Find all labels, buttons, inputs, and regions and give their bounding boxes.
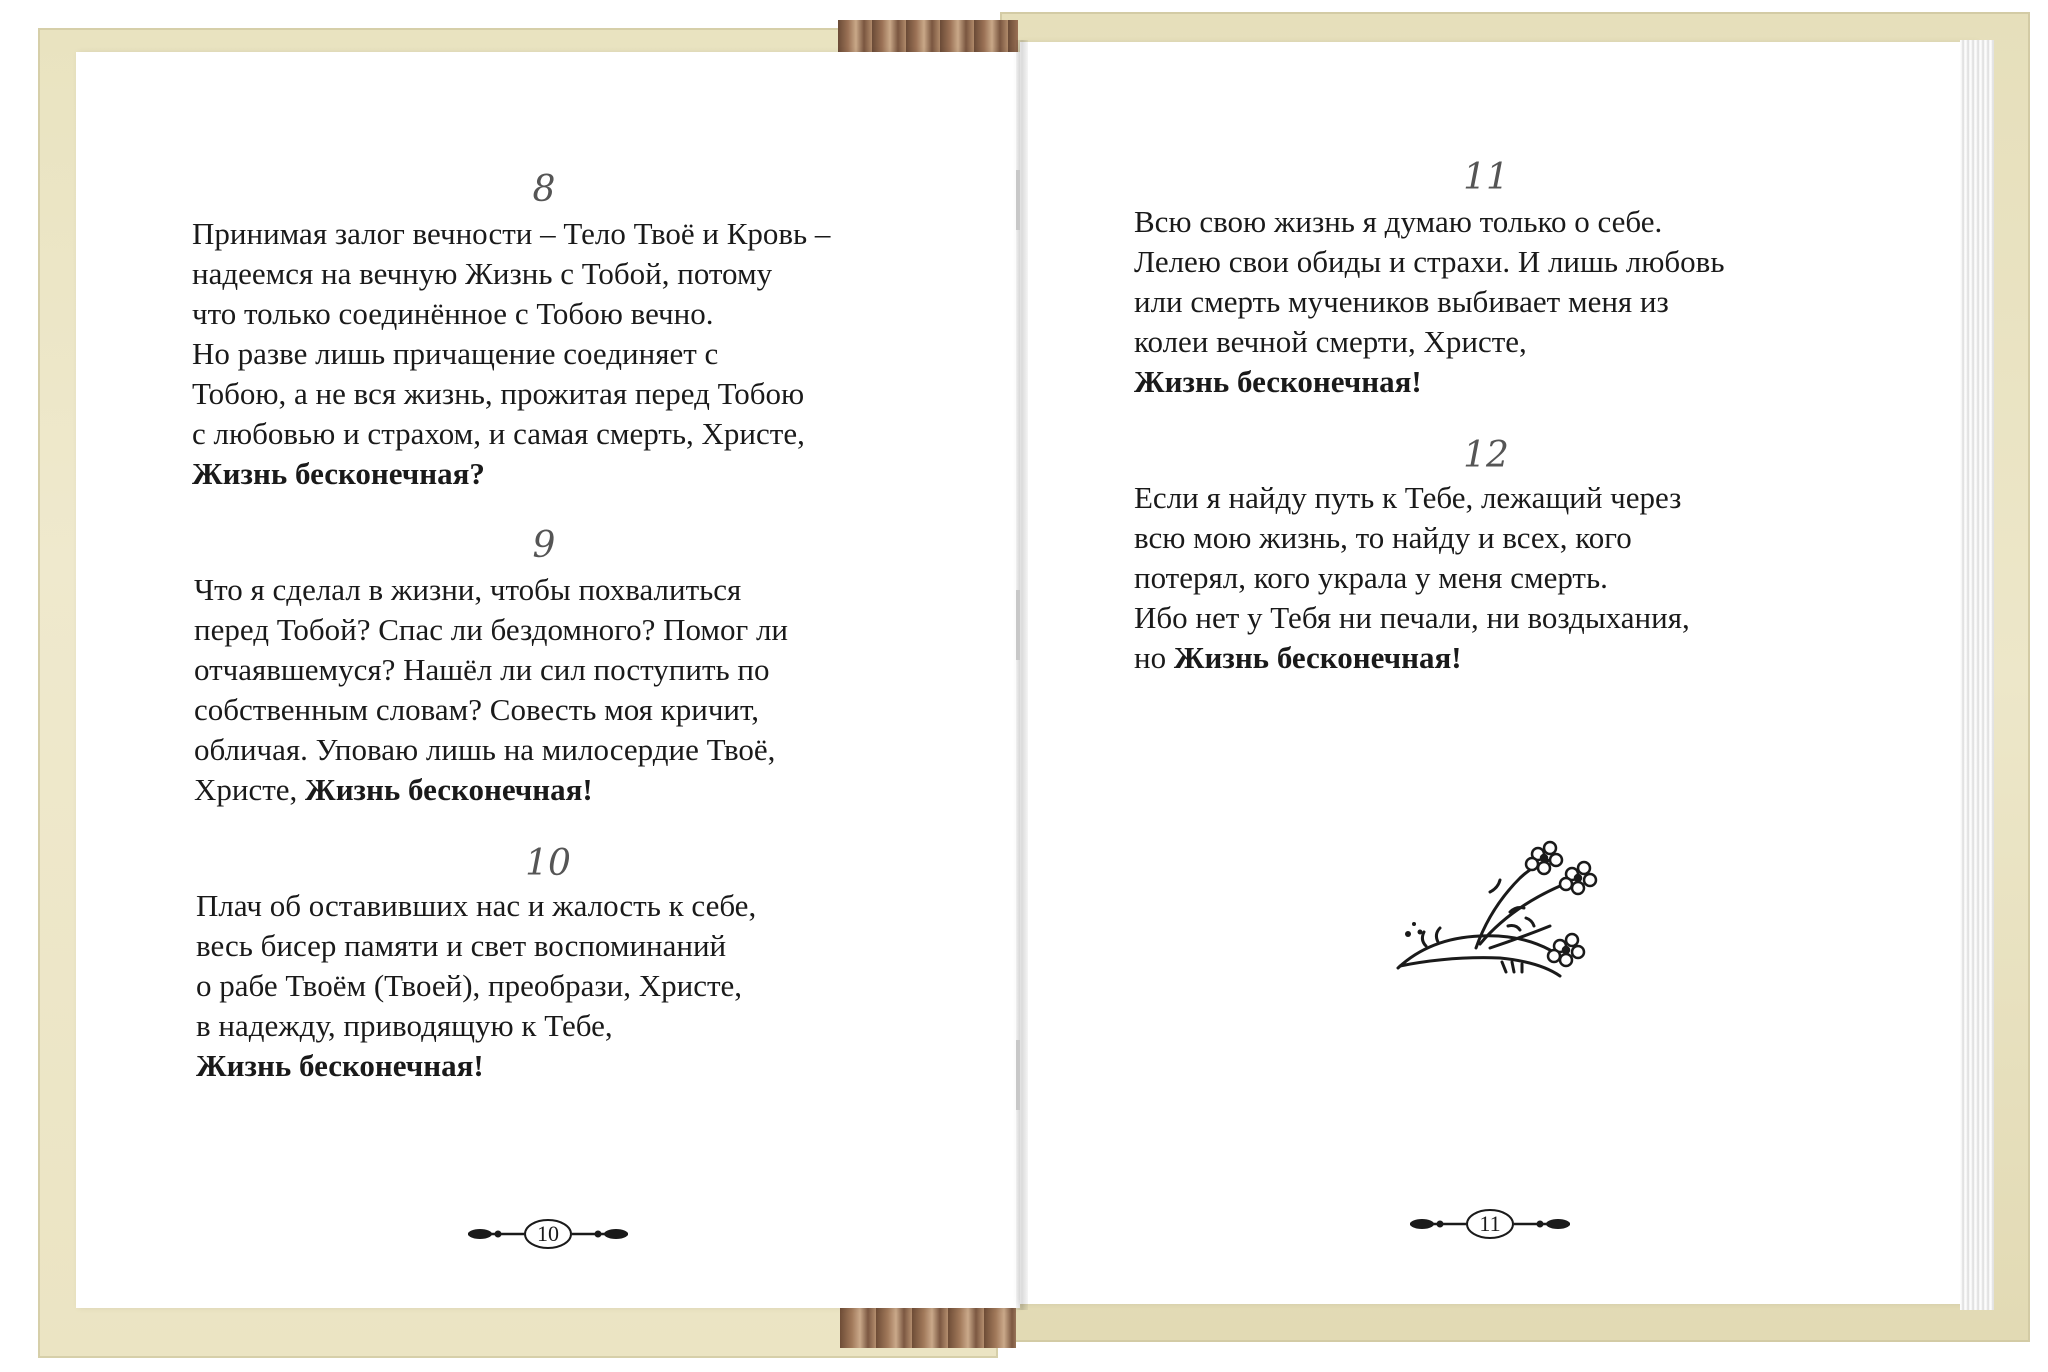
refrain-line [196,1046,756,1086]
verse-line: Если я найду путь к Тебе, лежащий через [1134,480,1682,515]
verse-line: с любовью и страхом, и самая смерть, Христе, [192,416,805,451]
page-edges [1960,40,1994,1310]
refrain-line [1134,362,1724,402]
refrain-prefix: но [1134,640,1174,675]
verse-11-text [1134,202,1724,402]
verse-line: Но разве лишь причащение соединяет с [192,336,719,371]
page-footer-left [448,1216,648,1252]
verse-line: колеи вечной смерти, Христе, [1134,324,1527,359]
verse-line: Всю свою жизнь я думаю только о себе. [1134,204,1663,239]
verse-number-12: 12 [1463,435,1509,476]
refrain: Жизнь бесконечная! [196,1048,484,1083]
verse-line: Лелею свои обиды и страхи. И лишь любовь [1134,244,1725,279]
verse-12-text [1134,478,1690,678]
page-footer-right [1390,1206,1590,1242]
verse-line: собственным словам? Совесть моя кричит, [194,692,759,727]
verse-line: Плач об оставивших нас и жалость к себе, [196,888,757,923]
verse-number-8: 8 [532,169,556,210]
verse-line: надеемся на вечную Жизнь с Тобой, потому [192,256,773,291]
verse-9-text [194,570,788,810]
flower-sprig-illustration-icon [1390,838,1610,998]
verse-line: перед Тобой? Спас ли бездомного? Помог ли [194,612,789,647]
verse-number-10: 10 [525,843,571,884]
verse-line: обличая. Уповаю лишь на милосердие Твоё, [194,732,776,767]
verse-number-11: 11 [1463,157,1509,198]
verse-10-text [196,886,756,1086]
refrain-prefix: Христе, [194,772,306,807]
verse-number-9: 9 [532,525,556,566]
book-gutter [1016,40,1028,1310]
page-number: 10 [537,1221,559,1246]
verse-line: потерял, кого украла у меня смерть. [1134,560,1608,595]
refrain-line [192,454,830,494]
refrain-line [1134,638,1690,678]
verse-line: что только соединённое с Тобою вечно. [192,296,714,331]
refrain: Жизнь бесконечная! [1134,364,1422,399]
binding-stitch [1016,590,1020,660]
page-number: 11 [1479,1211,1501,1236]
binding-stitch [1016,170,1020,230]
verse-line: Ибо нет у Тебя ни печали, ни воздыхания, [1134,600,1690,635]
verse-8-text [192,214,830,494]
verse-line: весь бисер памяти и свет воспоминаний [196,928,727,963]
verse-line: о рабе Твоём (Твоей), преобрази, Христе, [196,968,743,1003]
verse-line: Что я сделал в жизни, чтобы похвалиться [194,572,742,607]
verse-line: Тобою, а не вся жизнь, прожитая перед Тобою [192,376,805,411]
verse-line: отчаявшемуся? Нашёл ли сил поступить по [194,652,770,687]
verse-line: Принимая залог вечности – Тело Твоё и Кровь – [192,216,831,251]
verse-line: в надежду, приводящую к Тебе, [196,1008,613,1043]
refrain: Жизнь бесконечная? [192,456,485,491]
verse-line: всю мою жизнь, то найду и всех, кого [1134,520,1632,555]
refrain: Жизнь бесконечная! [305,772,593,807]
refrain: Жизнь бесконечная! [1173,640,1462,675]
binding-stitch [1016,1040,1020,1110]
verse-line: или смерть мучеников выбивает меня из [1134,284,1669,319]
refrain-line [194,770,788,810]
